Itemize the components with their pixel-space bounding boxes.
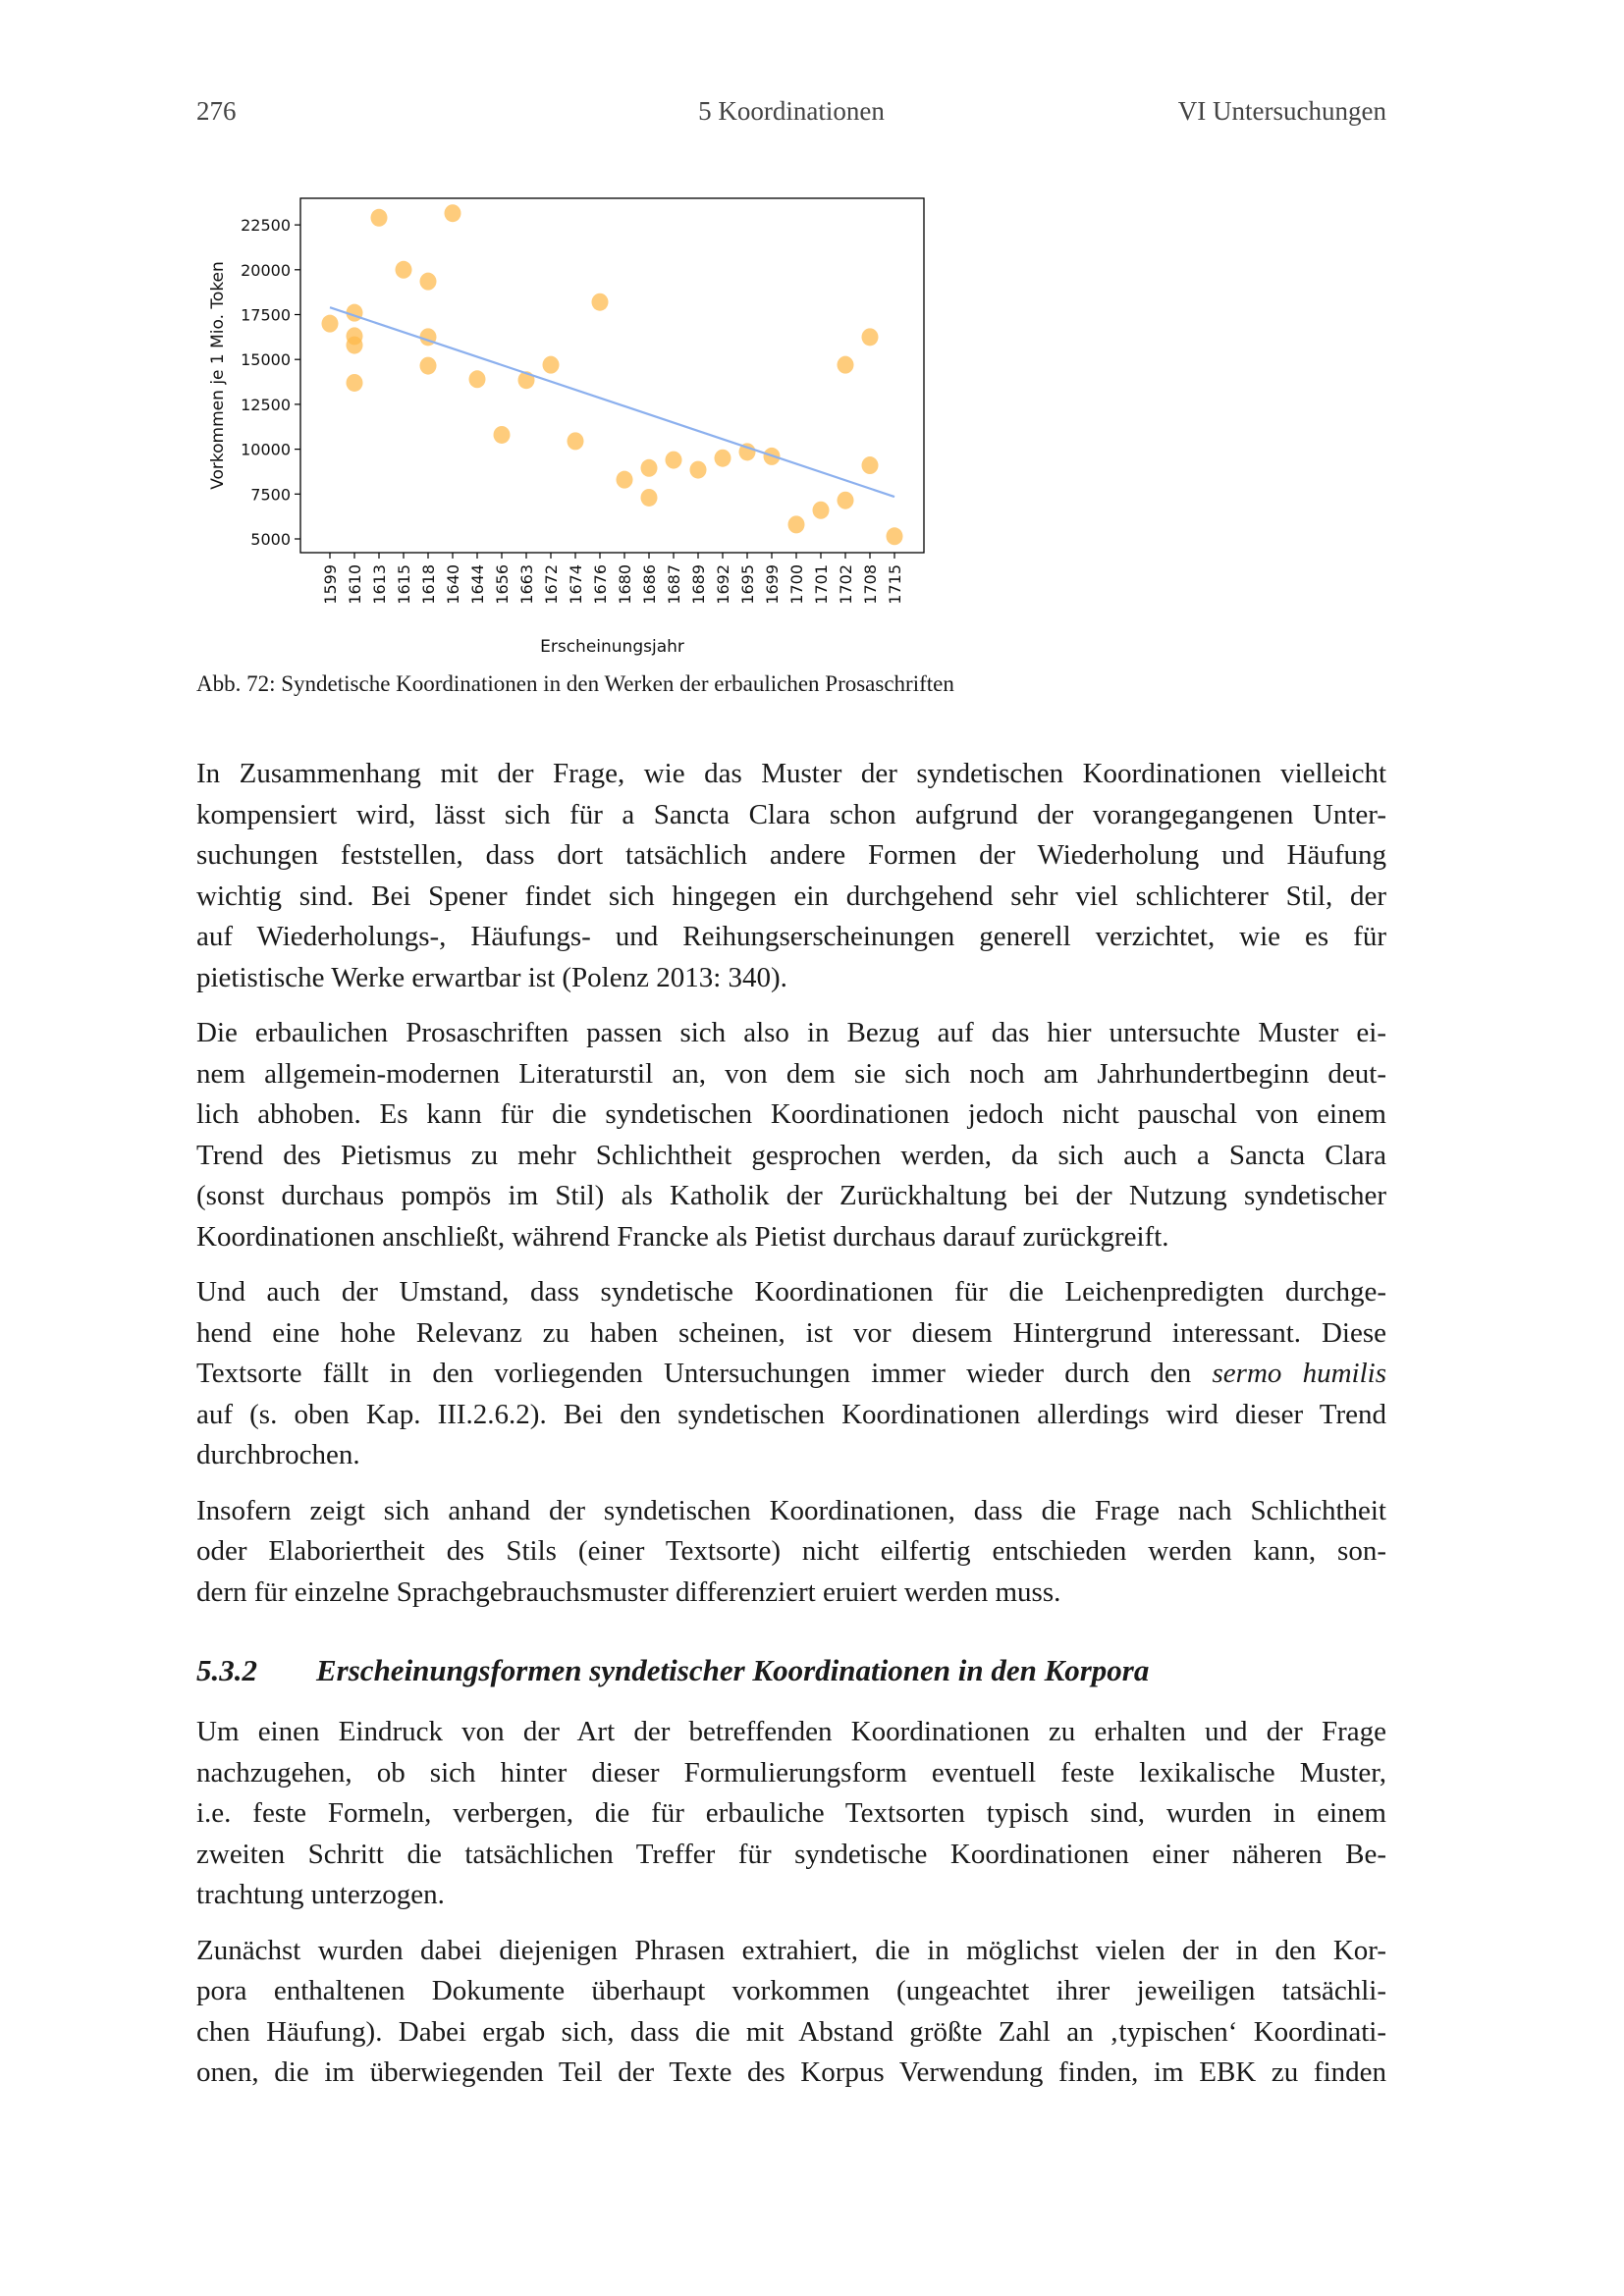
text-line: oder Elaboriertheit des Stils (einer Textsorte) nicht eilfertig entschieden werden kann, son- — [196, 1535, 1386, 1567]
paragraph — [196, 1491, 1386, 1614]
section-number: 5.3.2 — [196, 1653, 257, 1687]
x-tick-label: 1672 — [542, 564, 561, 605]
data-point — [347, 374, 363, 392]
data-point — [494, 426, 511, 444]
text-line: In Zusammenhang mit der Frage, wie das Muster der syndetischen Koordinationen vielleicht — [196, 758, 1386, 789]
text-line: trachtung unterzogen. — [196, 1879, 445, 1910]
data-point — [788, 515, 805, 533]
data-point — [322, 315, 339, 333]
scatter-chart — [196, 187, 952, 658]
paragraph — [196, 754, 1386, 998]
text-line: chen Häufung). Dabei ergab sich, dass die mit Abstand größte Zahl an ‚typischen‘ Koordinati- — [196, 2015, 1386, 2048]
text-segment: Textsorte fällt in den vorliegenden Untersuchungen immer wieder durch den — [196, 1358, 1213, 1389]
text-line: kompensiert wird, lässt sich für a Sancta Clara schon aufgrund der vorangegangenen Unter- — [196, 798, 1386, 830]
x-tick-label: 1615 — [395, 564, 413, 605]
data-point — [396, 261, 412, 279]
x-tick-label: 1700 — [787, 564, 806, 605]
text-line: auf Wiederholungs-, Häufungs- und Reihungserscheinungen generell verzichtet, wie es für — [196, 921, 1386, 952]
text-line — [196, 1354, 1386, 1395]
data-point — [813, 502, 830, 519]
x-tick-label: 1610 — [346, 564, 364, 605]
x-tick-label: 1699 — [763, 564, 782, 605]
text-line: auf (s. oben Kap. III.2.6.2). Bei den syndetischen Koordinationen allerdings wird dieser Trend — [196, 1398, 1386, 1430]
text-line: durchbrochen. — [196, 1439, 360, 1470]
text-line: Insofern zeigt sich anhand der syndetischen Koordinationen, dass die Frage nach Schlichtheit — [196, 1494, 1386, 1526]
x-tick-label: 1702 — [837, 564, 855, 605]
text-line: pora enthaltenen Dokumente überhaupt vorkommen (ungeachtet ihrer jeweiligen tatsächli- — [196, 1975, 1386, 2006]
paragraph — [196, 1712, 1386, 1916]
y-tick-label: 15000 — [241, 350, 291, 370]
text-line: hend eine hohe Relevanz zu haben scheinen, ist vor diesem Hintergrund interessant. Diese — [196, 1316, 1386, 1349]
data-point — [592, 294, 609, 311]
figure-caption: Abb. 72: Syndetische Koordinationen in den Werken der erbaulichen Prosaschriften — [196, 671, 954, 696]
data-point — [445, 204, 461, 222]
text-line: suchungen feststellen, dass dort tatsächlich andere Formen der Wiederholung und Häufung — [196, 839, 1386, 871]
y-tick-label: 5000 — [250, 530, 291, 549]
text-line: Und auch der Umstand, dass syndetische Koordinationen für die Leichenpredigten durchge- — [196, 1276, 1386, 1308]
running-head — [196, 96, 1386, 132]
text-line: Zunächst wurden dabei diejenigen Phrasen extrahiert, die in möglichst vielen der in den Kor- — [196, 1934, 1386, 1966]
data-point — [666, 452, 682, 469]
x-tick-label: 1692 — [714, 564, 732, 605]
plot-frame — [300, 198, 924, 553]
text-line: Koordinationen anschließt, während Francke als Pietist durchaus darauf zurückgreift. — [196, 1220, 1169, 1253]
part-title: VI Untersuchungen — [1177, 96, 1386, 126]
scatter-chart-figure — [196, 187, 952, 658]
y-tick-label: 22500 — [241, 216, 291, 236]
y-tick-label: 17500 — [241, 305, 291, 325]
page-number: 276 — [196, 96, 237, 126]
text-line: Trend des Pietismus zu mehr Schlichtheit gesprochen werden, da sich auch a Sancta Clara — [196, 1139, 1386, 1171]
paragraph — [196, 1013, 1386, 1257]
data-point — [838, 356, 854, 374]
x-tick-label: 1618 — [419, 564, 438, 605]
paragraph — [196, 1272, 1386, 1476]
x-tick-label: 1708 — [861, 564, 880, 605]
data-point — [862, 328, 879, 346]
x-tick-label: 1656 — [493, 564, 512, 605]
x-tick-label: 1686 — [640, 564, 659, 605]
x-tick-label: 1599 — [321, 564, 340, 605]
data-point — [690, 461, 707, 479]
y-tick-label: 20000 — [241, 260, 291, 280]
x-tick-label: 1644 — [468, 564, 487, 605]
section-heading — [196, 1653, 1149, 1688]
y-tick-label: 7500 — [250, 485, 291, 505]
text-line: Um einen Eindruck von der Art der betreffenden Koordinationen zu erhalten und der Frage — [196, 1716, 1386, 1747]
data-point — [715, 450, 731, 467]
x-tick-label: 1613 — [370, 564, 389, 605]
text-line: i.e. feste Formeln, verbergen, die für erbauliche Textsorten typisch sind, wurden in einem — [196, 1797, 1386, 1829]
x-tick-label: 1695 — [738, 564, 757, 605]
x-tick-label: 1663 — [517, 564, 536, 605]
text-line: dern für einzelne Sprachgebrauchsmuster differenziert eruiert werden muss. — [196, 1575, 1061, 1608]
x-tick-label: 1674 — [567, 564, 585, 605]
body-text-before-section — [196, 754, 1386, 1628]
y-tick-label: 10000 — [241, 440, 291, 459]
x-tick-label: 1715 — [886, 564, 904, 605]
data-point — [371, 209, 388, 227]
text-line: Die erbaulichen Prosaschriften passen sich also in Bezug auf das hier untersuchte Muster ei- — [196, 1017, 1386, 1048]
data-point — [887, 527, 903, 545]
data-point — [347, 337, 363, 354]
x-tick-label: 1680 — [616, 564, 634, 605]
text-line: (sonst durchaus pompös im Stil) als Katholik der Zurückhaltung bei der Nutzung syndetischer — [196, 1180, 1386, 1211]
text-line: zweiten Schritt die tatsächlichen Treffer für syndetische Koordinationen einer näheren Be- — [196, 1838, 1386, 1870]
data-point — [543, 356, 560, 374]
data-point — [641, 489, 658, 507]
x-tick-label: 1701 — [812, 564, 831, 605]
data-point — [469, 370, 486, 388]
text-line: nem allgemein-modernen Literaturstil an, von dem sie sich noch am Jahrhundertbeginn deut- — [196, 1057, 1386, 1090]
data-point — [420, 357, 437, 375]
y-axis-label: Vorkommen je 1 Mio. Token — [208, 261, 228, 490]
x-tick-label: 1676 — [591, 564, 610, 605]
data-point — [617, 471, 633, 489]
y-tick-label: 12500 — [241, 395, 291, 414]
x-tick-label: 1640 — [444, 564, 462, 605]
data-point — [862, 456, 879, 474]
text-line: pietistische Werke erwartbar ist (Polenz 2013: 340). — [196, 961, 787, 993]
data-point — [420, 273, 437, 291]
body-text-section — [196, 1712, 1386, 2109]
x-tick-label: 1687 — [665, 564, 683, 605]
x-axis-label: Erscheinungsjahr — [540, 637, 684, 657]
data-point — [641, 459, 658, 477]
text-line: nachzugehen, ob sich hinter dieser Formulierungsform eventuell feste lexikalische Muster, — [196, 1756, 1386, 1789]
text-line: lich abhoben. Es kann für die syndetischen Koordinationen jedoch nicht pauschal von einem — [196, 1098, 1386, 1130]
data-point — [838, 492, 854, 509]
text-line: wichtig sind. Bei Spener findet sich hingegen ein durchgehend sehr viel schlichterer Stil, der — [196, 880, 1386, 912]
x-tick-label: 1689 — [689, 564, 708, 605]
text-line: onen, die im überwiegenden Teil der Texte des Korpus Verwendung finden, im EBK zu finden — [196, 2056, 1386, 2088]
data-point — [568, 432, 584, 450]
italic-term: sermo humilis — [1212, 1358, 1386, 1389]
chapter-title: 5 Koordinationen — [698, 96, 885, 126]
paragraph — [196, 1931, 1386, 2094]
section-title: Erscheinungsformen syndetischer Koordinationen in den Korpora — [316, 1653, 1150, 1687]
